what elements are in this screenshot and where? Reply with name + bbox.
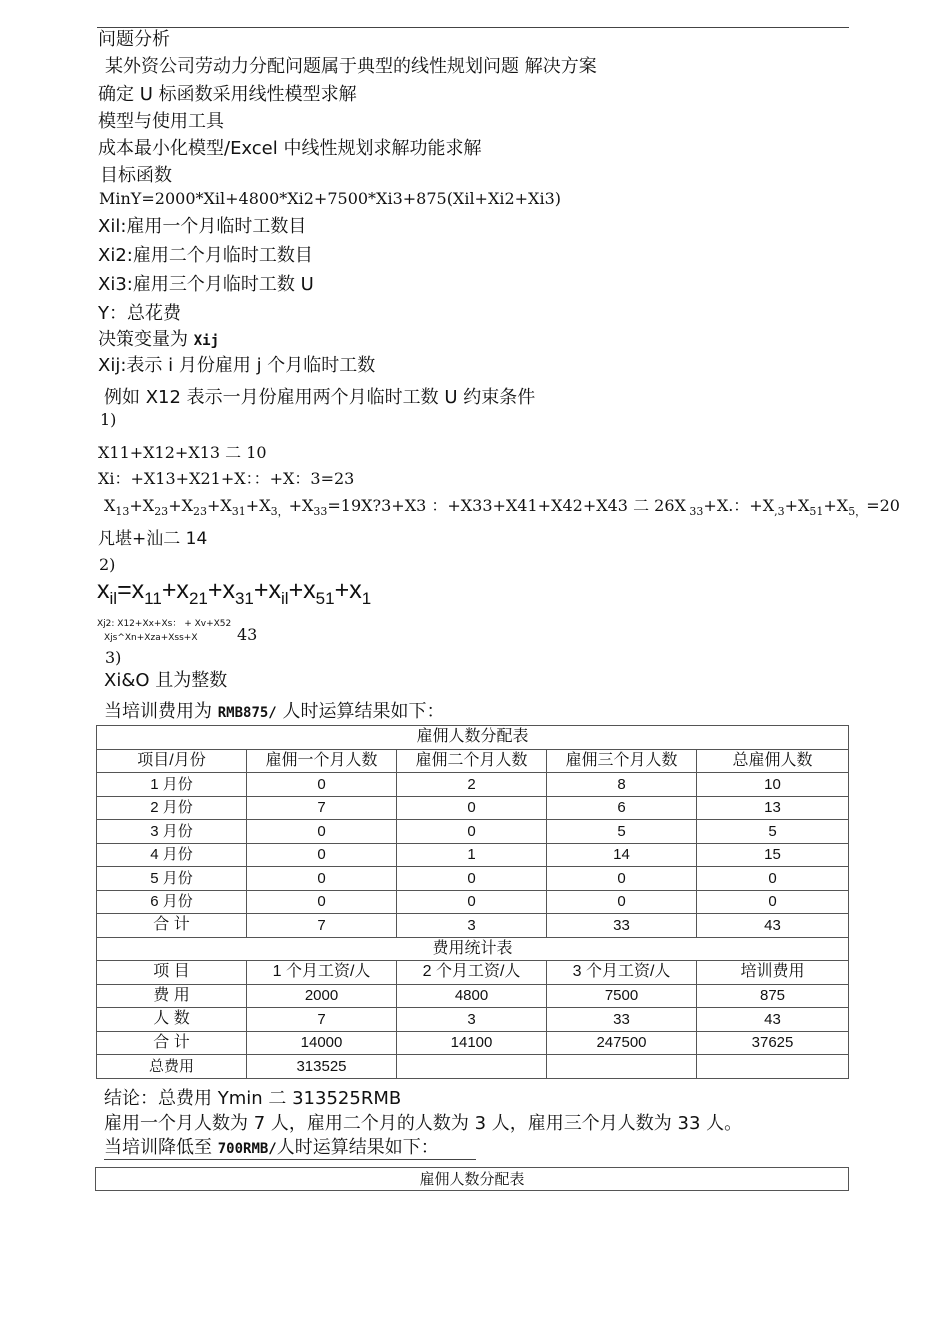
- xi3-definition: Xi3:雇用三个月临时工数 U: [98, 274, 314, 295]
- constraint-1-label: 1): [100, 410, 117, 429]
- objective-heading: 目标函数: [100, 165, 172, 186]
- model-tools: 模型与使用工具: [98, 111, 224, 132]
- y-definition: Y：总花费: [98, 303, 181, 324]
- constraint-2-label: 2): [99, 555, 116, 574]
- constraint-2-formula: $x_{il}=x_{11}+x_{21}+x_{31}+x_{il}+x_{51}+x_1$: [97, 576, 372, 608]
- table-row: 5 月份 0 0 0 0: [97, 867, 849, 891]
- training-875-line: 当培训费用为 RMB875/ 人时运算结果如下：: [104, 701, 445, 722]
- table-row: 1 月份 0 2 8 10: [97, 773, 849, 797]
- table-row: 3 月份 0 0 5 5: [97, 820, 849, 844]
- conclusion-1: 结论：总费用 Ymin 二 313525RMB: [104, 1088, 402, 1109]
- table-row: 总费用 313525: [97, 1055, 849, 1079]
- decision-variable-code: Xij: [193, 333, 220, 349]
- table-row: 合 计 7 3 33 43: [97, 914, 849, 938]
- objective-formula: MinY=2000*Xil+4800*Xi2+7500*Xi3+875(Xil+Xi2+Xi3): [99, 189, 561, 208]
- cost-table-title: 费用统计表: [97, 937, 849, 961]
- cost-table-header: 项 目 1 个月工资/人 2 个月工资/人 3 个月工资/人 培训费用: [97, 961, 849, 985]
- constraint-1-eq1: X11+X12+X13 二 10: [98, 443, 267, 462]
- table-row: 6 月份 0 0 0 0: [97, 890, 849, 914]
- training-700-line: 当培训降低至 700RMB/人时运算结果如下：: [104, 1139, 476, 1160]
- analysis-text: 某外资公司劳动力分配问题属于典型的线性规划问题 解决方案: [105, 56, 597, 77]
- table-row: 人 数 7 3 33 43: [97, 1008, 849, 1032]
- constraint-3-text: Xi&O 且为整数: [104, 670, 228, 691]
- hire-table-title: 雇佣人数分配表: [97, 726, 849, 750]
- hire-allocation-table: [96, 725, 849, 1079]
- objective-line: 确定 U 标函数采用线性模型求解: [98, 84, 357, 105]
- decision-variable: [98, 331, 219, 349]
- constraint-2-value: 43: [237, 625, 258, 644]
- constraint-1-eq2: Xi：+X13+X21+X：：+X：3=23: [98, 469, 355, 488]
- decision-variable-prefix: 决策变量为: [98, 329, 194, 350]
- conclusion-2: 雇用一个月人数为 7 人，雇用二个月的人数为 3 人，雇用三个月人数为 33 人。: [104, 1113, 743, 1134]
- constraint-2-small-1: Xj2: X12+Xx+Xs： + Xv+X52: [97, 619, 232, 629]
- xi1-definition: Xil:雇用一个月临时工数目: [98, 216, 307, 237]
- table-row: 4 月份 0 1 14 15: [97, 843, 849, 867]
- constraint-1-eq3: $X_{13}+X_{23}+X_{23}+X_{31}+X_{3,}+X_{33}=19X?3+X3$ ：+X33+X41+X42+X43 二 26X $_{33}$+X.：$+X_{,3}+X_{51}+X_{5,}=20$: [104, 496, 900, 519]
- example-line: 例如 X12 表示一月份雇用两个月临时工数 U 约束条件: [104, 387, 536, 408]
- cost-model: 成本最小化模型/Excel 中线性规划求解功能求解: [98, 138, 482, 159]
- constraint-3-label: 3): [105, 648, 122, 667]
- table-row: 合 计 14000 14100 247500 37625: [97, 1031, 849, 1055]
- constraint-1-eq4: 凡堪+汕二 14: [98, 529, 208, 549]
- second-hire-table-title: 雇佣人数分配表: [95, 1167, 849, 1191]
- table-row: 费 用 2000 4800 7500 875: [97, 984, 849, 1008]
- header-rule: [97, 27, 849, 28]
- constraint-2-small-2: Xjs^Xn+Xza+Xss+X: [104, 633, 198, 643]
- hire-table-header: 项目/月份 雇佣一个月人数 雇佣二个月人数 雇佣三个月人数 总雇佣人数: [97, 749, 849, 773]
- table-row: 2 月份 7 0 6 13: [97, 796, 849, 820]
- xi2-definition: Xi2:雇用二个月临时工数目: [98, 245, 313, 266]
- analysis-heading: 问题分析: [98, 29, 170, 50]
- xij-definition: Xij:表示 i 月份雇用 j 个月临时工数: [98, 355, 376, 376]
